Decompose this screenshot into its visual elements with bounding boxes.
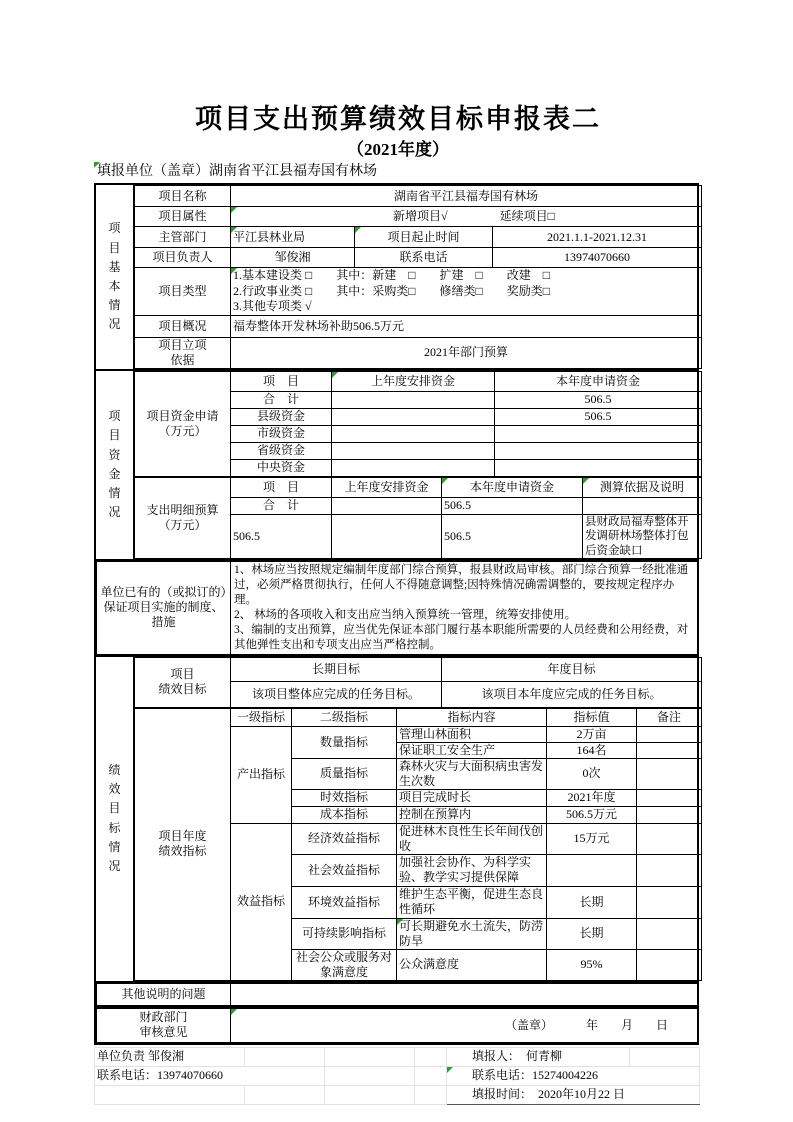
declaration-table (94, 183, 699, 1045)
leader-value[interactable]: 邹俊湘 (231, 248, 355, 268)
footer-grid (94, 1047, 700, 1105)
period-value[interactable]: 2021.1.1-2021.12.31 (493, 227, 702, 248)
indicator-row-0-note[interactable] (637, 726, 702, 742)
indicator-timeliness-label: 时效指标 (292, 789, 397, 806)
unit-phone-cell[interactable] (95, 1066, 325, 1085)
reporter-phone-value: 15274004226 (532, 1068, 599, 1083)
type-label: 项目类型 (135, 268, 231, 316)
page-subtitle: （2021年度） (347, 140, 449, 159)
excel-flag-icon (231, 1009, 237, 1015)
indicator-table (134, 708, 702, 981)
empty-cell[interactable] (325, 1066, 415, 1085)
project-name-value[interactable]: 湖南省平江县福寿国有林场 (231, 186, 702, 207)
indicator-row-3-content[interactable]: 项目完成时长 (397, 789, 547, 806)
indicator-row-1-content[interactable]: 保证职工安全生产 (397, 742, 547, 758)
indicator-row-4-note[interactable] (637, 806, 702, 823)
period-label (355, 227, 493, 248)
group-output-label: 产出指标 (231, 726, 292, 823)
indicator-row-5-value[interactable]: 15万元 (547, 823, 637, 854)
section-other (96, 981, 697, 1006)
indicator-row-1-value[interactable]: 164名 (547, 742, 637, 758)
detail-row-total-basis[interactable] (583, 497, 702, 514)
indicator-row-1-note[interactable] (637, 742, 702, 758)
indicator-row-6-content[interactable]: 加强社会协作、为科学实验、教学实习提供保障 (397, 854, 547, 886)
indicator-row-8-content[interactable] (397, 918, 547, 949)
empty-cell[interactable] (325, 1085, 415, 1104)
fund-detail-label (135, 477, 231, 558)
indicator-row-3-value[interactable]: 2021年度 (547, 789, 637, 806)
excel-flag-icon (355, 227, 361, 233)
section-performance-label: 绩效目标情况 (108, 762, 121, 873)
reporter-cell[interactable] (447, 1047, 630, 1066)
attribute-continue-option[interactable]: 延续项目□ (499, 209, 555, 223)
section-performance-label-cell (96, 657, 134, 981)
excel-flag-icon (231, 227, 237, 233)
indicator-row-4-content[interactable]: 控制在预算内 (397, 806, 547, 823)
unit-phone-label: 联系电话： (97, 1068, 158, 1083)
apply-row-county-prev[interactable] (332, 408, 495, 425)
measures-table (96, 561, 698, 655)
apply-row-city-prev[interactable] (332, 425, 495, 442)
review-table (96, 1008, 698, 1043)
indicator-row-6-value[interactable] (547, 854, 637, 886)
unit-leader-value: 邹俊湘 (148, 1049, 185, 1064)
detail-row-total-prev[interactable] (332, 497, 442, 514)
project-attribute-value[interactable] (231, 207, 702, 227)
annual-indicator-label-line1: 项目年度 (158, 829, 207, 844)
reporter-value: 何青柳 (526, 1049, 563, 1064)
measures-line-3: 3、编制的支出预算，应当优先保证本部门履行基本职能所需要的人员经费和公用经费，对其他弹性支出和专项支出应当严格控制。 (234, 623, 689, 651)
dept-value[interactable] (231, 227, 355, 248)
goal-annual-value[interactable]: 该项目本年度应完成的任务目标。 (442, 681, 702, 707)
indicator-row-7-note[interactable] (637, 886, 702, 918)
basis-label-line2: 依据 (170, 352, 195, 367)
excel-flag-icon (442, 478, 448, 484)
excel-flag-icon (583, 478, 589, 484)
apply-row-province-item: 省级资金 (231, 442, 332, 459)
apply-row-central-curr[interactable] (495, 459, 702, 476)
review-label-line1: 财政部门 (139, 1010, 188, 1025)
section-basic-info (96, 185, 697, 369)
empty-cell[interactable] (245, 1085, 325, 1104)
section-basic-label: 项目基本情况 (108, 221, 121, 332)
project-name-label: 项目名称 (135, 186, 231, 207)
seal-placeholder: （盖章） (505, 1017, 554, 1032)
detail-row-1-curr[interactable]: 506.5 (442, 514, 583, 558)
empty-cell[interactable] (415, 1066, 447, 1085)
indicator-environment-label: 环境效益指标 (292, 886, 397, 918)
apply-row-province-prev[interactable] (332, 442, 495, 459)
goal-label-line1: 项目 (170, 667, 195, 682)
other-value[interactable] (231, 983, 698, 1005)
indicator-economic-label: 经济效益指标 (292, 823, 397, 854)
report-date-value: 2020年10月22 日 (538, 1087, 626, 1102)
indicator-row-8-note[interactable] (637, 918, 702, 949)
section-measures (96, 559, 697, 655)
phone-label: 联系电话 (355, 248, 493, 268)
unit-leader-cell[interactable] (95, 1047, 245, 1066)
project-attribute-label: 项目属性 (135, 207, 231, 227)
other-table (96, 983, 698, 1006)
fund-detail-table (134, 477, 702, 559)
goal-label-line2: 绩效目标 (158, 682, 207, 697)
detail-row-total-curr[interactable]: 506.5 (442, 497, 583, 514)
indicator-row-2-note[interactable] (637, 758, 702, 789)
indicator-row-9-note[interactable] (637, 949, 702, 980)
empty-cell[interactable] (415, 1085, 447, 1104)
detail-row-1-item[interactable]: 506.5 (231, 514, 332, 558)
detail-header-item: 项 目 (231, 477, 332, 497)
detail-row-1-prev[interactable] (332, 514, 442, 558)
indicator-row-2-value[interactable]: 0次 (547, 758, 637, 789)
empty-cell[interactable] (325, 1047, 415, 1066)
detail-row-1-basis[interactable]: 县财政局福寿整体开发调研林场整体打包后资金缺口 (583, 514, 702, 558)
fund-apply-table (134, 371, 702, 477)
fund-detail-label-line1: 支出明细预算 (146, 502, 219, 517)
indicator-row-3-note[interactable] (637, 789, 702, 806)
section-basic-label-cell (96, 185, 134, 369)
apply-header-prev-text: 上年度安排资金 (370, 373, 455, 388)
indicator-row-9-value[interactable]: 95% (547, 949, 637, 980)
section-funding-label-cell (96, 371, 134, 559)
type-line-2[interactable]: 2.行政事业类 □ 其中：采购类□ 修缮类□ 奖励类□ (233, 283, 550, 298)
apply-header-curr: 本年度申请资金 (495, 371, 702, 391)
detail-header-prev: 上年度安排资金 (332, 477, 442, 497)
indicator-row-7-content[interactable]: 维护生态平衡，促进生态良性循环 (397, 886, 547, 918)
reporter-label: 填报人： (472, 1049, 515, 1064)
apply-row-total-prev[interactable] (332, 391, 495, 408)
apply-row-total-curr[interactable]: 506.5 (495, 391, 702, 408)
section-funding (96, 369, 697, 559)
reporting-unit-text: 填报单位（盖章）湖南省平江县福寿国有林场 (97, 164, 377, 179)
excel-flag-icon (231, 207, 237, 213)
indicator-row-4-value[interactable]: 506.5万元 (547, 806, 637, 823)
page-title: 项目支出预算绩效目标申报表二 (195, 104, 601, 134)
apply-row-central-item: 中央资金 (231, 459, 332, 476)
indicator-row-2-content[interactable]: 森林火灾与大面积病虫害发生次数 (397, 758, 547, 789)
goal-table (134, 657, 702, 708)
empty-cell[interactable] (630, 1047, 700, 1066)
excel-flag-icon (447, 1067, 453, 1073)
apply-row-county-curr[interactable]: 506.5 (495, 408, 702, 425)
overview-value[interactable]: 福寿整体开发林场补助506.5万元 (231, 315, 702, 337)
phone-value[interactable]: 13974070660 (493, 248, 702, 268)
reporter-phone-cell[interactable] (447, 1066, 700, 1085)
detail-header-curr (442, 477, 583, 497)
apply-row-central-prev[interactable] (332, 459, 495, 476)
section-review (96, 1006, 697, 1043)
measures-value[interactable] (231, 561, 698, 654)
empty-cell[interactable] (95, 1085, 245, 1104)
reporter-phone-label: 联系电话： (472, 1068, 533, 1083)
indicator-cost-label: 成本指标 (292, 806, 397, 823)
review-label (97, 1008, 231, 1042)
measures-line-1: 1、林场应当按照规定编制年度部门综合预算，报县财政局审核。部门综合预算一经批准通过，必须严格贯彻执行，任何人不得随意调整;因特殊情况确需调整的，要按规定程序办理。 (234, 563, 689, 606)
group-benefit-label: 效益指标 (231, 823, 292, 980)
basis-value[interactable]: 2021年部门预算 (231, 337, 702, 368)
indicator-row-0-value[interactable]: 2万亩 (547, 726, 637, 742)
dept-value-text: 平江县林业局 (233, 229, 306, 244)
month-placeholder: 月 (621, 1017, 634, 1032)
period-label-text: 项目起止时间 (387, 229, 460, 244)
fund-apply-label-line1: 项目资金申请 (146, 408, 219, 423)
day-placeholder: 日 (656, 1017, 669, 1032)
indicator-satisfaction-label: 社会公众或服务对象满意度 (292, 949, 397, 980)
annual-indicator-label (135, 708, 231, 980)
goal-annual-header: 年度目标 (442, 657, 702, 681)
apply-row-city-item: 市级资金 (231, 425, 332, 442)
report-date-cell[interactable] (447, 1085, 700, 1104)
indicator-header-value: 指标值 (547, 708, 637, 726)
indicator-quantity-label: 数量指标 (292, 726, 397, 758)
apply-row-county-item: 县级资金 (231, 408, 332, 425)
apply-header-item: 项 目 (231, 371, 332, 391)
basis-label-line1: 项目立项 (158, 337, 207, 352)
indicator-row-8-content-text: 可长期避免水土流失，防涝防旱 (399, 918, 544, 948)
review-value[interactable] (231, 1008, 698, 1042)
detail-header-basis (583, 477, 702, 497)
type-value[interactable] (231, 268, 702, 316)
apply-row-city-curr[interactable] (495, 425, 702, 442)
detail-row-total-item: 合 计 (231, 497, 332, 514)
indicator-header-note: 备注 (637, 708, 702, 726)
unit-leader-label: 单位负责 (97, 1049, 146, 1064)
detail-header-basis-text: 测算依据及说明 (599, 479, 684, 494)
goal-long-value[interactable]: 该项目整体应完成的任务目标。 (231, 681, 442, 707)
indicator-row-8-value[interactable]: 长期 (547, 918, 637, 949)
indicator-row-7-value[interactable]: 长期 (547, 886, 637, 918)
type-line-3[interactable]: 3.其他专项类 √ (233, 299, 312, 314)
basis-label (135, 337, 231, 368)
goal-long-header: 长期目标 (231, 657, 442, 681)
empty-cell[interactable] (245, 1047, 325, 1066)
annual-indicator-label-line2: 绩效指标 (158, 844, 207, 859)
indicator-header-level2: 二级指标 (292, 708, 397, 726)
dept-label: 主管部门 (135, 227, 231, 248)
unit-phone-value: 13974070660 (157, 1068, 224, 1083)
excel-flag-icon (94, 162, 100, 168)
fund-apply-label-line2: （万元） (158, 423, 207, 438)
indicator-header-content: 指标内容 (397, 708, 547, 726)
fund-detail-label-line2: （万元） (158, 517, 207, 532)
basic-info-table (134, 185, 702, 369)
indicator-row-6-note[interactable] (637, 854, 702, 886)
section-funding-label: 项目资金情况 (108, 409, 121, 520)
detail-header-curr-text: 本年度申请资金 (469, 479, 554, 494)
goal-label (135, 657, 231, 707)
form-content (94, 100, 702, 1105)
excel-flag-icon (332, 372, 338, 378)
excel-flag-icon (231, 268, 237, 274)
apply-header-prev (332, 371, 495, 391)
indicator-sustain-label: 可持续影响指标 (292, 918, 397, 949)
year-placeholder: 年 (586, 1017, 599, 1032)
indicator-row-5-content[interactable]: 促进林木良性生长年间伐创收 (397, 823, 547, 854)
section-performance (96, 655, 697, 981)
fund-apply-label (135, 371, 231, 476)
attribute-new-option[interactable]: 新增项目√ (393, 209, 448, 223)
apply-row-province-curr[interactable] (495, 442, 702, 459)
measures-label: 单位已有的（或拟订的）保证项目实施的制度、措施 (97, 561, 231, 654)
other-label: 其他说明的问题 (97, 983, 231, 1005)
type-line-1[interactable]: 1.基本建设类 □ 其中：新建 □ 扩建 □ 改建 □ (233, 268, 550, 282)
measures-line-2: 2、 林场的各项收入和支出应当纳入预算统一管理，统筹安排使用。 (234, 608, 577, 621)
apply-row-total-item: 合 计 (231, 391, 332, 408)
overview-label: 项目概况 (135, 315, 231, 337)
excel-flag-icon (397, 919, 403, 925)
indicator-header-level1: 一级指标 (231, 708, 292, 726)
review-label-line2: 审核意见 (139, 1025, 188, 1040)
indicator-row-5-note[interactable] (637, 823, 702, 854)
reporting-unit-line[interactable] (94, 162, 702, 182)
indicator-quality-label: 质量指标 (292, 758, 397, 789)
indicator-row-9-content[interactable]: 公众满意度 (397, 949, 547, 980)
report-date-label: 填报时间： (472, 1087, 527, 1102)
indicator-social-label: 社会效益指标 (292, 854, 397, 886)
indicator-row-0-content[interactable]: 管理山林面积 (397, 726, 547, 742)
leader-label: 项目负责人 (135, 248, 231, 268)
empty-cell[interactable] (415, 1047, 447, 1066)
